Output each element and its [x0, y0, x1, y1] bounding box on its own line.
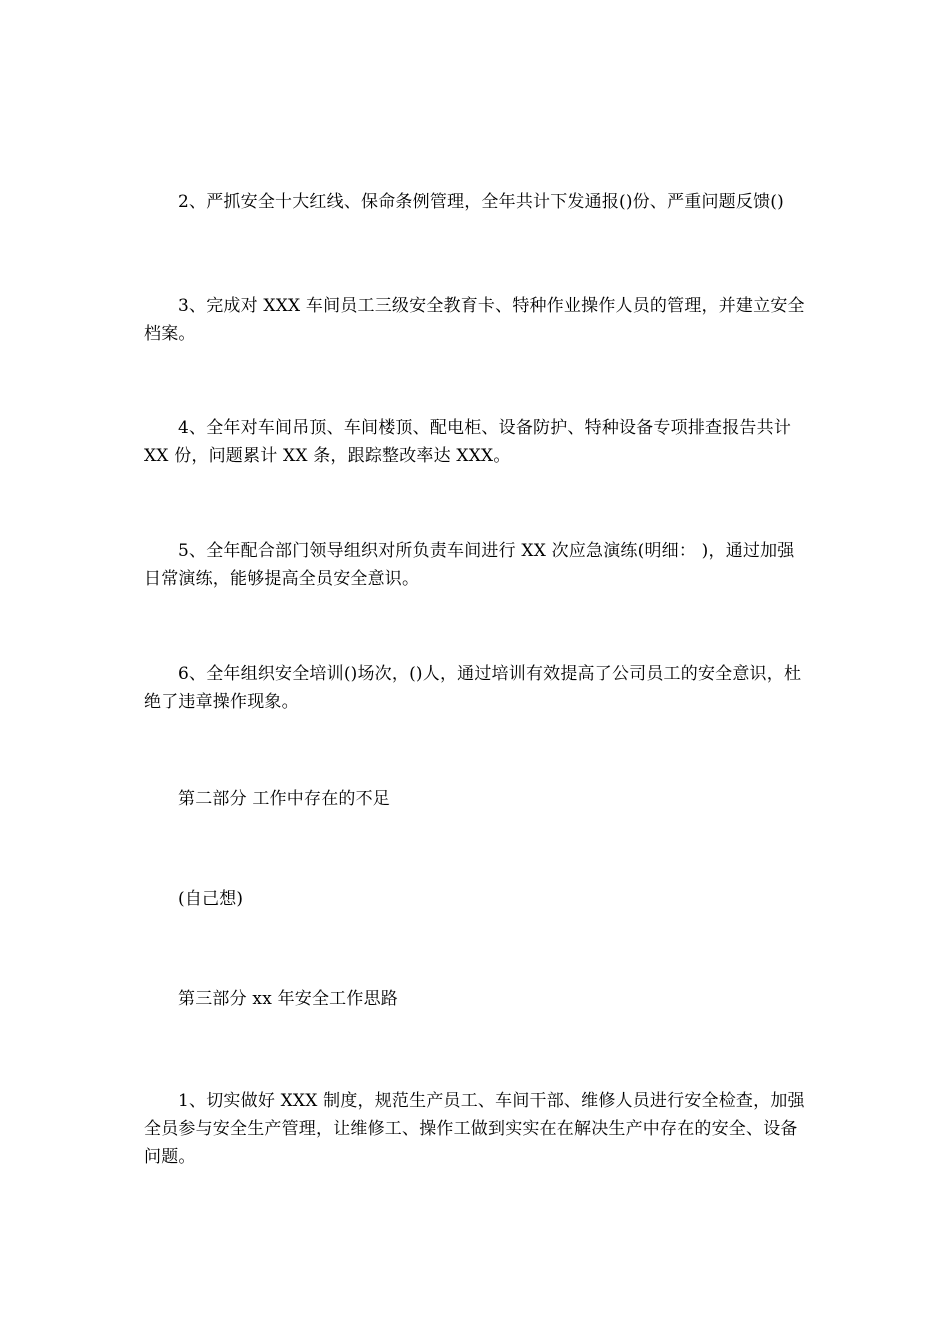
- section-note: (自己想): [178, 889, 244, 909]
- paragraph-item-plan-1: 1、切实做好 XXX 制度，规范生产员工、车间干部、维修人员进行安全检查，加强全员参与安全生产管理，让维修工、操作工做到实实在在解决生产中存在的安全、设备问题。: [144, 1091, 805, 1167]
- paragraph-item-5: 5、全年配合部门领导组织对所负责车间进行 XX 次应急演练(明细： )，通过加强日常演练，能够提高全员安全意识。: [144, 541, 795, 589]
- paragraph-item-6: 6、全年组织安全培训()场次，()人，通过培训有效提高了公司员工的安全意识，杜绝了违章操作现象。: [144, 664, 802, 712]
- section-heading-part-three: 第三部分 xx 年安全工作思路: [178, 989, 398, 1009]
- paragraph-item-2: 2、严抓安全十大红线、保命条例管理，全年共计下发通报()份、严重问题反馈(): [178, 192, 784, 212]
- paragraph-item-3: 3、完成对 XXX 车间员工三级安全教育卡、特种作业操作人员的管理，并建立安全档案。: [144, 296, 805, 344]
- section-heading-part-two: 第二部分 工作中存在的不足: [178, 789, 391, 809]
- paragraph-item-4: 4、全年对车间吊顶、车间楼顶、配电柜、设备防护、特种设备专项排查报告共计 XX 份，问题累计 XX 条，跟踪整改率达 XXX。: [144, 418, 792, 466]
